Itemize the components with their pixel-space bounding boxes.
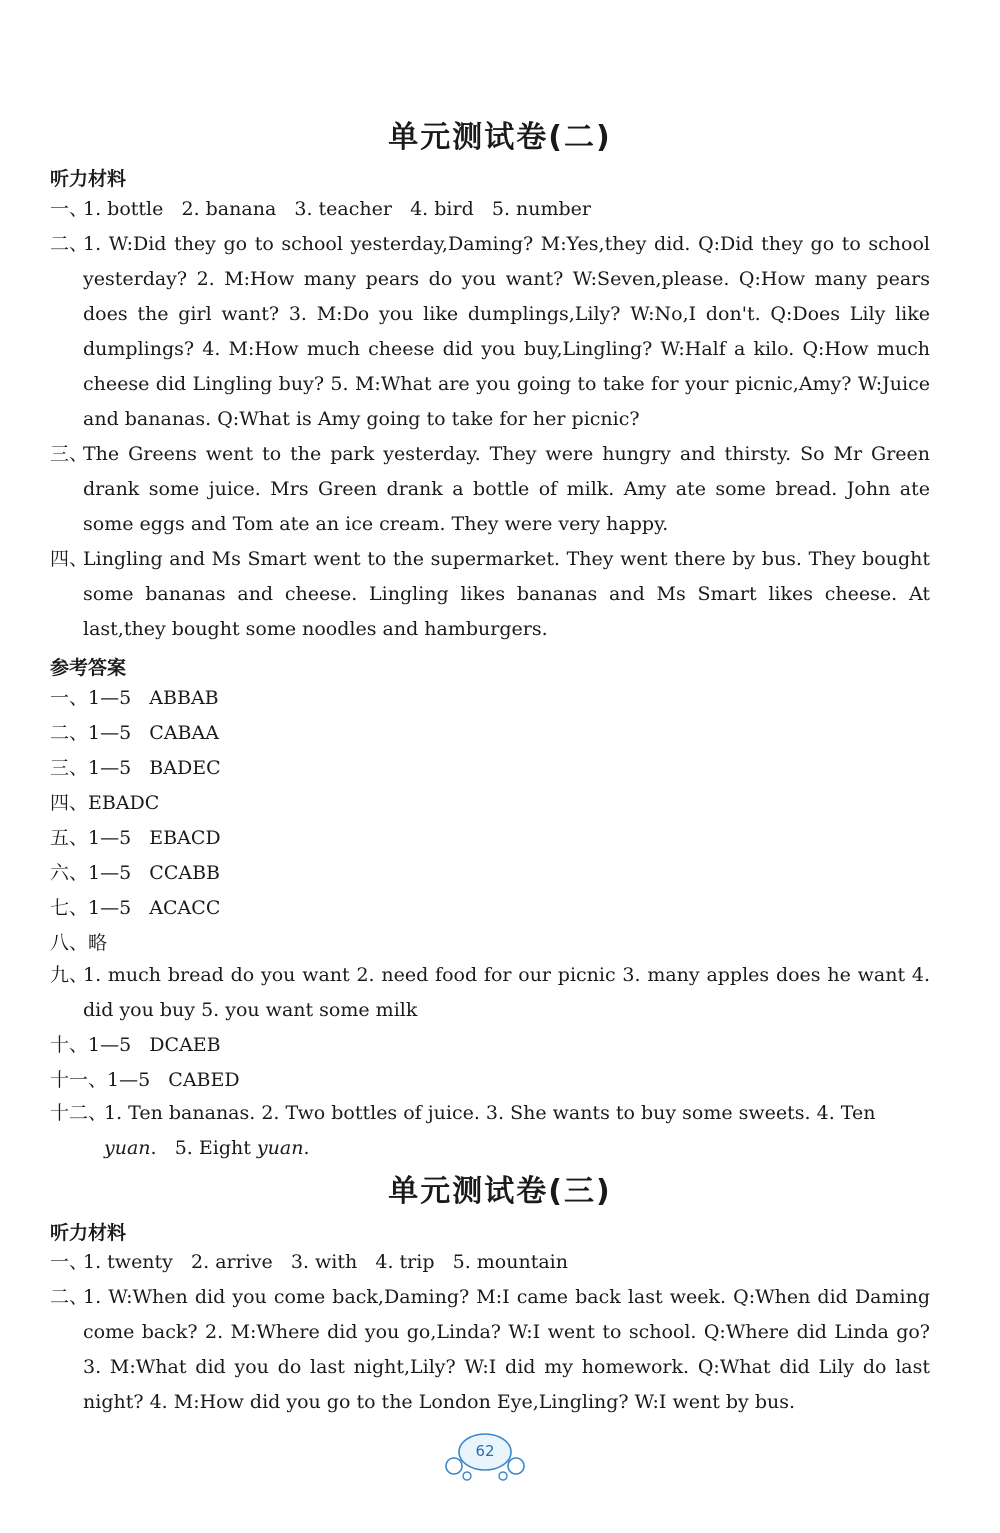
- answers-heading: 参考答案: [50, 657, 127, 679]
- page-number: [440, 1426, 530, 1486]
- listening-heading: 听力材料: [50, 168, 127, 190]
- item-label: 十二、: [50, 1102, 108, 1124]
- listening-heading: 听力材料: [50, 1222, 127, 1244]
- answer-line: 七、1—5 ACACC: [50, 897, 221, 919]
- item-label: 一、: [50, 198, 89, 220]
- item-text-part: . 5. Eight: [150, 1137, 257, 1159]
- answer-line: 六、1—5 CCABB: [50, 862, 221, 884]
- item-text: 1. W:When did you come back,Daming? M:I came back last week. Q:When did Daming come back? 2. M:Where did you go,Linda? W:I went to school. Q:Where did Linda go? 3. M:What did you do last night,Lily? W:I did my homework. Q:What did Lily do last night? 4. M:How did you go to the London Eye,Lingling? W:I went by bus.: [83, 1286, 930, 1413]
- listening-materials: [50, 192, 930, 647]
- listening-item: [50, 1280, 930, 1420]
- listening-item: [50, 1245, 930, 1280]
- item-text: 1. much bread do you want 2. need food for our picnic 3. many apples does he want 4. did you buy 5. you want some milk: [83, 964, 930, 1021]
- answer-line: 十、1—5 DCAEB: [50, 1034, 221, 1056]
- item-label: 九、: [50, 964, 89, 986]
- item-label: 三、: [50, 443, 89, 465]
- answer-item: [50, 958, 930, 1028]
- answer-line: 一、1—5 ABBAB: [50, 687, 219, 709]
- answer-12: [50, 1096, 930, 1166]
- listening-item: [50, 192, 930, 227]
- answer-line: 八、略: [50, 932, 108, 954]
- answer-line: 三、1—5 BADEC: [50, 757, 221, 779]
- listening-item: [50, 227, 930, 437]
- item-text-italic: yuan: [104, 1137, 151, 1159]
- item-text-part: 1. Ten bananas. 2. Two bottles of juice. 3. She wants to buy some sweets. 4. Ten: [104, 1102, 876, 1124]
- listening-materials: [50, 1245, 930, 1420]
- answer-9: [50, 958, 930, 1028]
- page-number-text: 62: [475, 1442, 495, 1460]
- item-text-italic: yuan: [256, 1137, 304, 1159]
- item-label: 二、: [50, 1286, 89, 1308]
- listening-item: [50, 542, 930, 647]
- item-text: 1. bottle 2. banana 3. teacher 4. bird 5. number: [83, 198, 591, 220]
- item-text-part: .: [303, 1137, 310, 1159]
- listening-item: [50, 437, 930, 542]
- answer-line: 五、1—5 EBACD: [50, 827, 221, 849]
- item-text: The Greens went to the park yesterday. They were hungry and thirsty. So Mr Green drank some juice. Mrs Green drank a bottle of milk. Amy ate some bread. John ate some eggs and Tom ate an ice cream. They were very happy.: [83, 443, 930, 535]
- section-title: 单元测试卷(二): [388, 120, 612, 155]
- answer-line: 二、1—5 CABAA: [50, 722, 219, 744]
- item-label: 四、: [50, 548, 89, 570]
- item-text: 1. twenty 2. arrive 3. with 4. trip 5. mountain: [83, 1251, 568, 1273]
- answer-line: 十一、1—5 CABED: [50, 1069, 240, 1091]
- item-label: 一、: [50, 1251, 89, 1273]
- item-text: [104, 1096, 930, 1166]
- item-text: 1. W:Did they go to school yesterday,Daming? M:Yes,they did. Q:Did they go to school yesterday? 2. M:How many pears do you want? W:Seven,please. Q:How many pears does the girl want? 3. M:Do you like dumplings,Lily? W:No,I don't. Q:Does Lily like dumplings? 4. M:How much cheese did you buy,Lingling? W:Half a kilo. Q:How much cheese did Lingling buy? 5. M:What are you going to take for your picnic,Amy? W:Juice and bananas. Q:What is Amy going to take for her picnic?: [83, 233, 930, 430]
- answer-line: 四、EBADC: [50, 792, 160, 814]
- answer-item: [50, 1096, 930, 1166]
- item-text: Lingling and Ms Smart went to the supermarket. They went there by bus. They bought some bananas and cheese. Lingling likes bananas and Ms Smart likes cheese. At last,they bought some noodles and hamburgers.: [83, 548, 930, 640]
- item-label: 二、: [50, 233, 89, 255]
- section-title: 单元测试卷(三): [388, 1174, 612, 1209]
